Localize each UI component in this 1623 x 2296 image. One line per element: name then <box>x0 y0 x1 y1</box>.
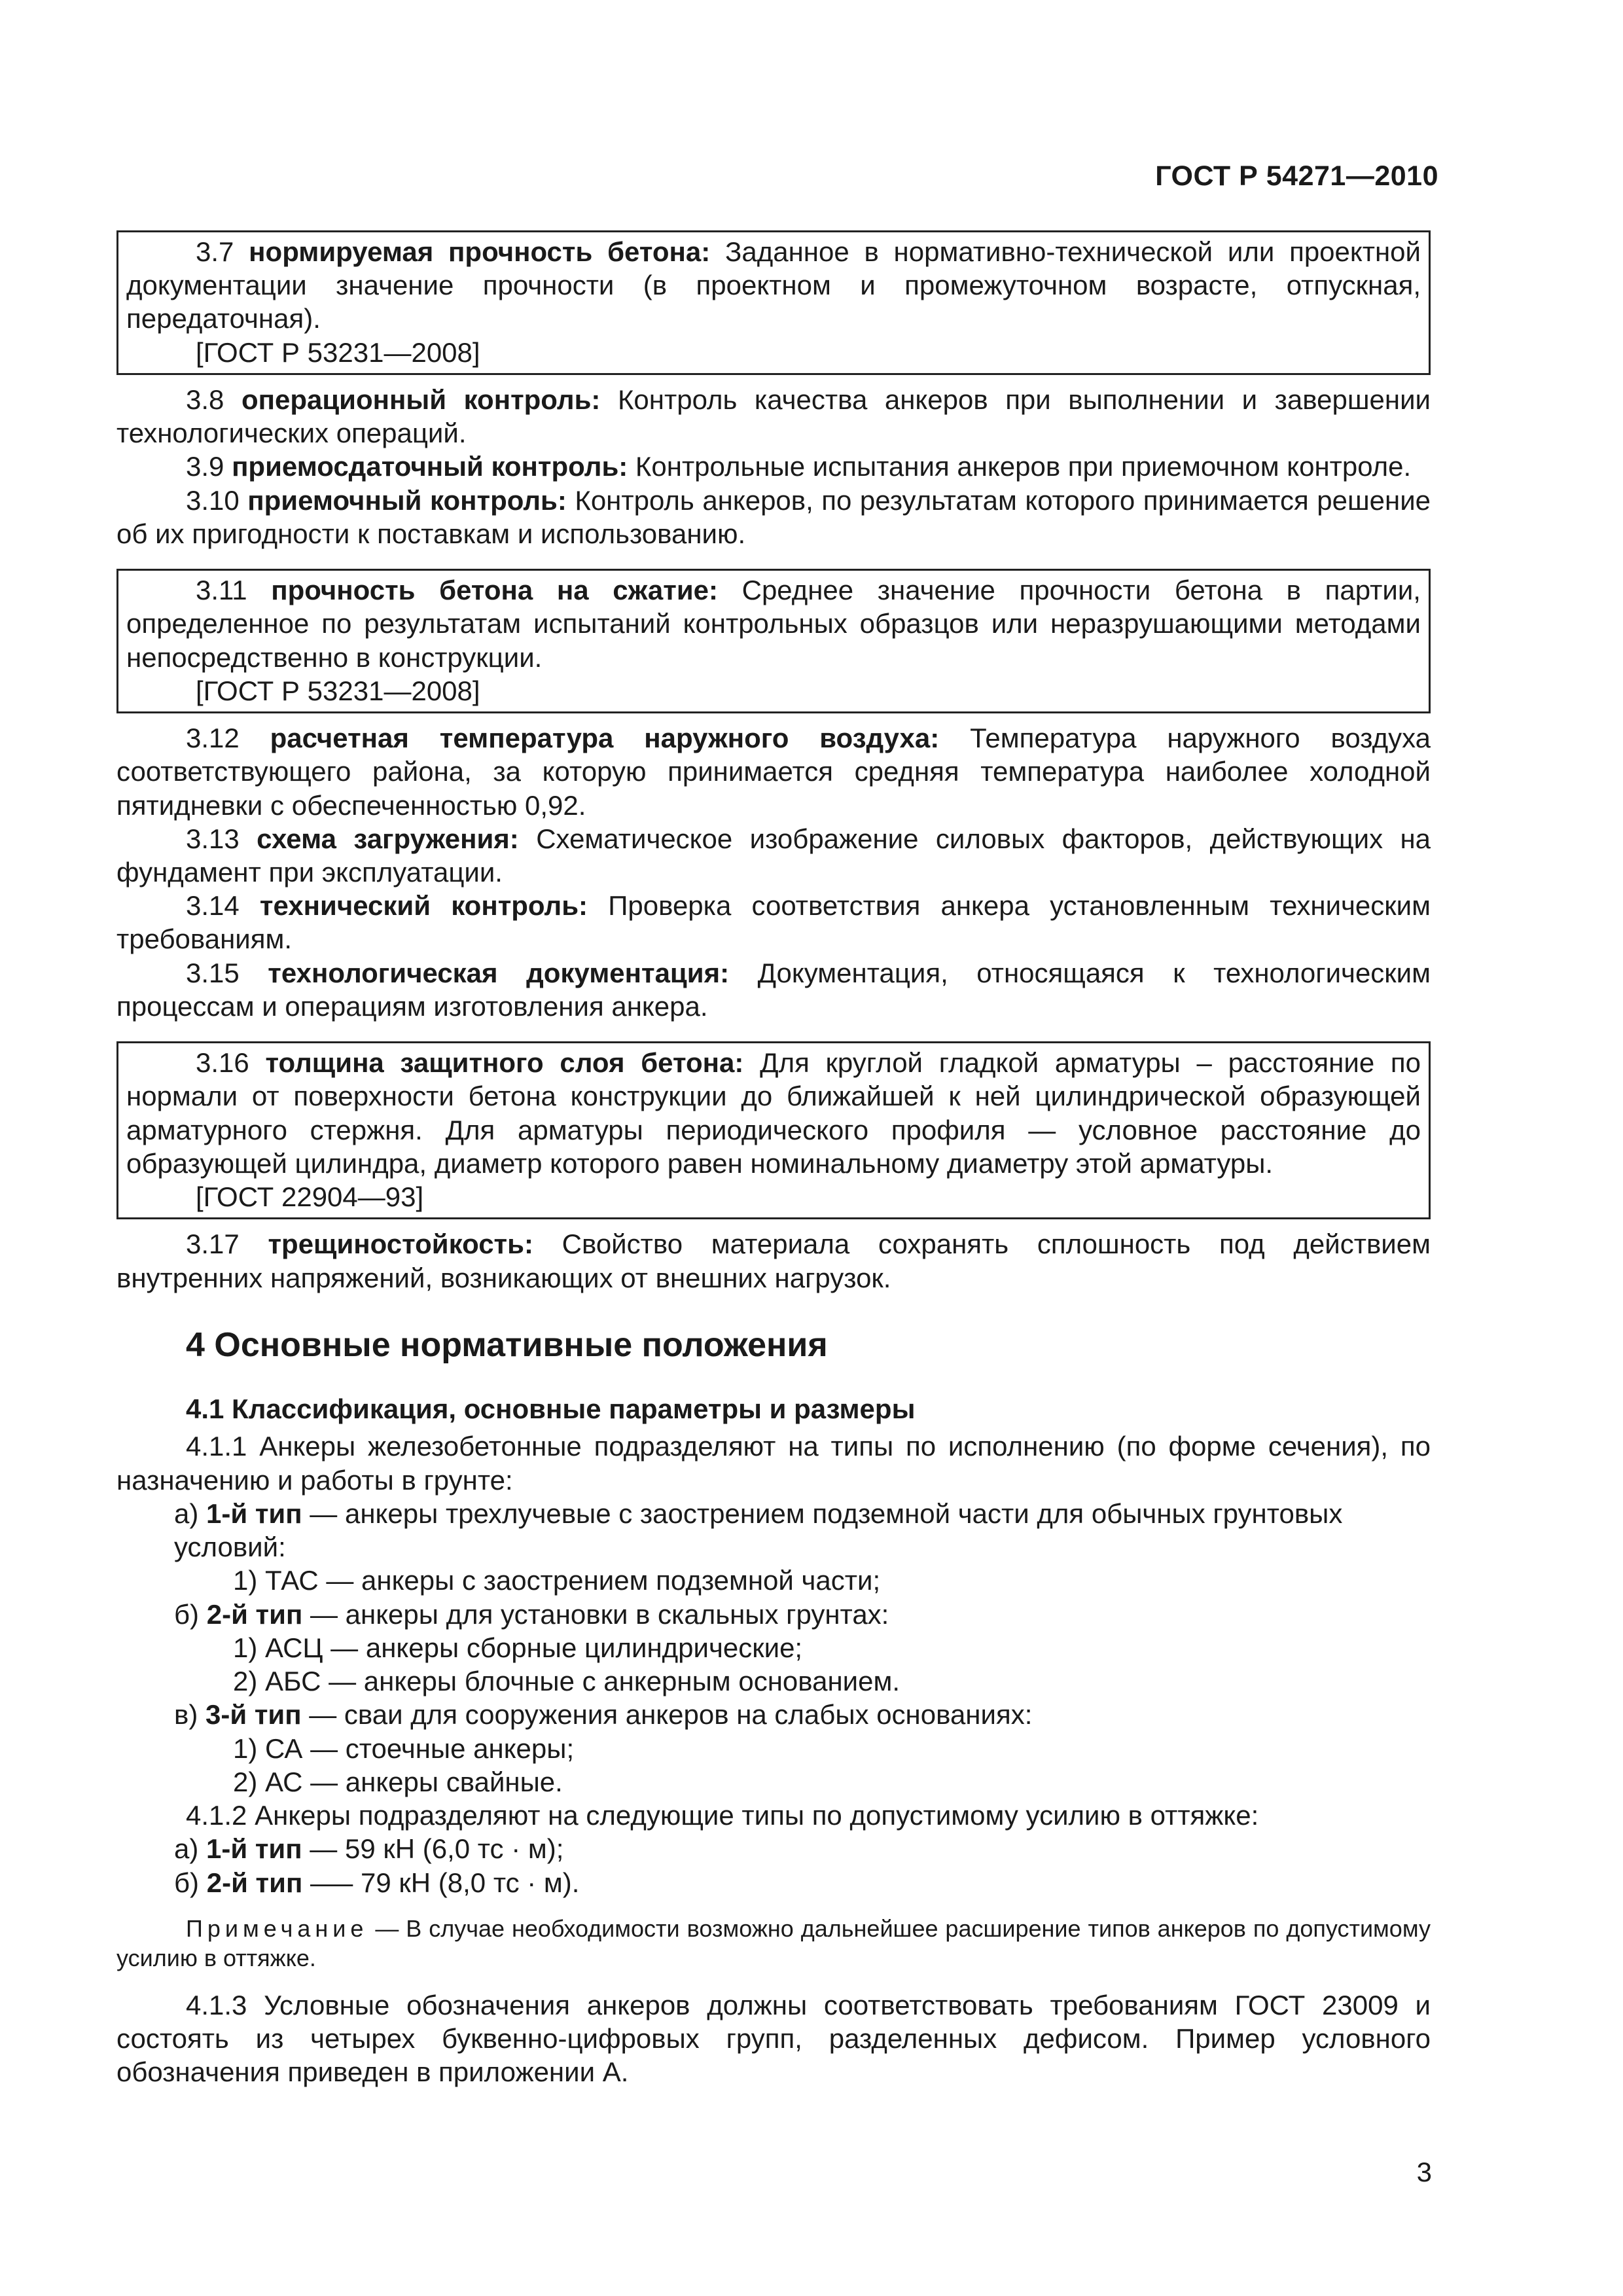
list-item-type-2 <box>116 1598 1431 1631</box>
clause-number: 3.16 <box>196 1047 249 1079</box>
subsection-heading: 4.1 Классификация, основные параметры и размеры <box>186 1393 916 1425</box>
list-text: —– 79 кН (8,0 тс · м). <box>310 1867 580 1898</box>
clause-number: 3.9 <box>186 451 224 482</box>
term: приемосдаточный контроль: <box>232 451 628 482</box>
note <box>116 1914 1431 1973</box>
clause-number: 3.8 <box>186 384 224 415</box>
list-text: — анкеры для установки в скальных грунтах: <box>310 1598 889 1630</box>
clause-4-1-3: 4.1.3 Условные обозначения анкеров должны соответствовать требованиям ГОСТ 23009 и состоять из четырех буквенно-цифровых групп, разделенных дефисом. Пример условного обозначения приведен в приложении А. <box>116 1989 1431 2088</box>
section-heading: 4 Основные нормативные положения <box>186 1325 828 1364</box>
term: толщина защитного слоя бетона: <box>265 1047 744 1079</box>
clause-4-1-2: 4.1.2 Анкеры подразделяют на следующие типы по допустимому усилию в оттяжке: <box>186 1800 1259 1831</box>
definition-box-3-7 <box>116 230 1431 375</box>
type-label: 1-й тип <box>206 1498 302 1529</box>
list-text: — сваи для сооружения анкеров на слабых основаниях: <box>309 1699 1033 1731</box>
clause-number: 3.10 <box>186 484 240 516</box>
page-number: 3 <box>1416 2157 1432 2187</box>
list-item-type-1 <box>116 1497 1431 1564</box>
term: нормируемая прочность бетона: <box>249 236 711 267</box>
clause-number: 3.11 <box>196 575 247 606</box>
term: технический контроль: <box>259 890 588 922</box>
sub-list-item: 1) СА — стоечные анкеры; <box>233 1732 575 1764</box>
definition-text: Контроль анкеров, по результатам которого принимается решение об их пригодности к поставкам и использованию. <box>116 484 1431 549</box>
definition-box-3-16 <box>116 1041 1431 1219</box>
clause-number: 3.7 <box>196 236 234 267</box>
term: прочность бетона на сжатие: <box>271 575 718 606</box>
load-type-2 <box>116 1866 1431 1899</box>
definition-text: Свойство материала сохранять сплошность под действием внутренних напряжений, возникающих от внешних нагрузок. <box>116 1229 1431 1293</box>
source-reference: [ГОСТ 22904—93] <box>196 1181 424 1213</box>
clause-number: 3.17 <box>186 1229 240 1260</box>
type-label: 3-й тип <box>205 1699 302 1731</box>
list-marker: б) <box>174 1867 200 1898</box>
clause-number: 3.14 <box>186 890 240 922</box>
definition-text: Температура наружного воздуха соответствующего района, за которую принимается средняя температура наиболее холодной пятидневки с обеспеченностью 0,92. <box>116 723 1431 821</box>
list-marker: а) <box>174 1833 199 1865</box>
list-marker: а) <box>174 1498 199 1529</box>
definition-text: Схематическое изображение силовых факторов, действующих на фундамент при эксплуатации. <box>116 823 1431 888</box>
clause-4-1-1: 4.1.1 Анкеры железобетонные подразделяют на типы по исполнению (по форме сечения), по назначению и работы в грунте: <box>116 1431 1431 1496</box>
definition-3-9 <box>116 450 1431 483</box>
definition-text: Заданное в нормативно-технической или проектной документации значение прочности (в проектном и промежуточном возрасте, отпускная, передаточная). <box>126 236 1421 334</box>
type-label: 1-й тип <box>206 1833 302 1865</box>
list-marker: в) <box>174 1699 198 1731</box>
clause-number: 3.12 <box>186 723 240 754</box>
list-text: — 59 кН (6,0 тс · м); <box>310 1833 564 1865</box>
list-text: — анкеры трехлучевые с заострением подземной части для обычных грунтовых условий: <box>174 1498 1343 1563</box>
definition-text: Контроль качества анкеров при выполнении и завершении технологических операций. <box>116 384 1431 449</box>
note-label: Примечание <box>186 1914 368 1942</box>
clause-number: 3.15 <box>186 957 240 988</box>
source-reference: [ГОСТ Р 53231—2008] <box>196 336 480 368</box>
list-marker: б) <box>174 1598 200 1630</box>
type-label: 2-й тип <box>206 1598 303 1630</box>
sub-list-item: 2) АБС — анкеры блочные с анкерным основанием. <box>233 1666 901 1697</box>
definition-text: Среднее значение прочности бетона в партии, определенное по результатам испытаний контрольных образцов или неразрушающими методами непосредственно в конструкции. <box>126 575 1421 673</box>
definition-text: Контрольные испытания анкеров при приемочном контроле. <box>635 451 1412 482</box>
note-text: — В случае необходимости возможно дальнейшее расширение типов анкеров по допустимому усилию в оттяжке. <box>116 1914 1431 1971</box>
page-content <box>116 230 1431 2089</box>
definition-3-13 <box>116 822 1431 889</box>
definition-text: Для круглой гладкой арматуры – расстояние по нормали от поверхности бетона конструкции до ближайшей к ней цилиндрической образующей арматурного стержня. Для арматуры периодического профиля — условное расстояние до образующей цилиндра, диаметр которого равен номинальному диаметру этой арматуры. <box>126 1047 1421 1179</box>
term: трещиностойкость: <box>268 1229 533 1260</box>
definition-3-16 <box>126 1046 1421 1180</box>
definition-3-17 <box>116 1227 1431 1294</box>
definition-3-12 <box>116 721 1431 822</box>
definition-3-10 <box>116 484 1431 550</box>
term: расчетная температура наружного воздуха: <box>270 723 940 754</box>
list-item-type-3 <box>116 1698 1431 1731</box>
definition-3-14 <box>116 889 1431 956</box>
definition-text: Проверка соответствия анкера установленным техническим требованиям. <box>116 890 1431 955</box>
definition-box-3-11 <box>116 569 1431 713</box>
definition-text: Документация, относящаяся к технологическим процессам и операциям изготовления анкера. <box>116 957 1431 1022</box>
sub-list-item: 1) АСЦ — анкеры сборные цилиндрические; <box>233 1632 803 1663</box>
source-reference: [ГОСТ Р 53231—2008] <box>196 675 480 706</box>
definition-3-11 <box>126 573 1421 674</box>
type-label: 2-й тип <box>206 1867 303 1898</box>
sub-list-item: 2) АС — анкеры свайные. <box>233 1766 563 1797</box>
sub-list-item: 1) ТАС — анкеры с заострением подземной части; <box>233 1565 881 1596</box>
term: технологическая документация: <box>268 957 730 988</box>
load-type-1 <box>116 1832 1431 1865</box>
definition-3-7 <box>126 235 1421 336</box>
standard-code: ГОСТ Р 54271—2010 <box>1155 160 1438 192</box>
clause-number: 3.13 <box>186 823 240 854</box>
definition-3-8 <box>116 383 1431 450</box>
term: приемочный контроль: <box>247 484 567 516</box>
definition-3-15 <box>116 956 1431 1023</box>
term: операционный контроль: <box>241 384 601 415</box>
term: схема загружения: <box>257 823 519 854</box>
